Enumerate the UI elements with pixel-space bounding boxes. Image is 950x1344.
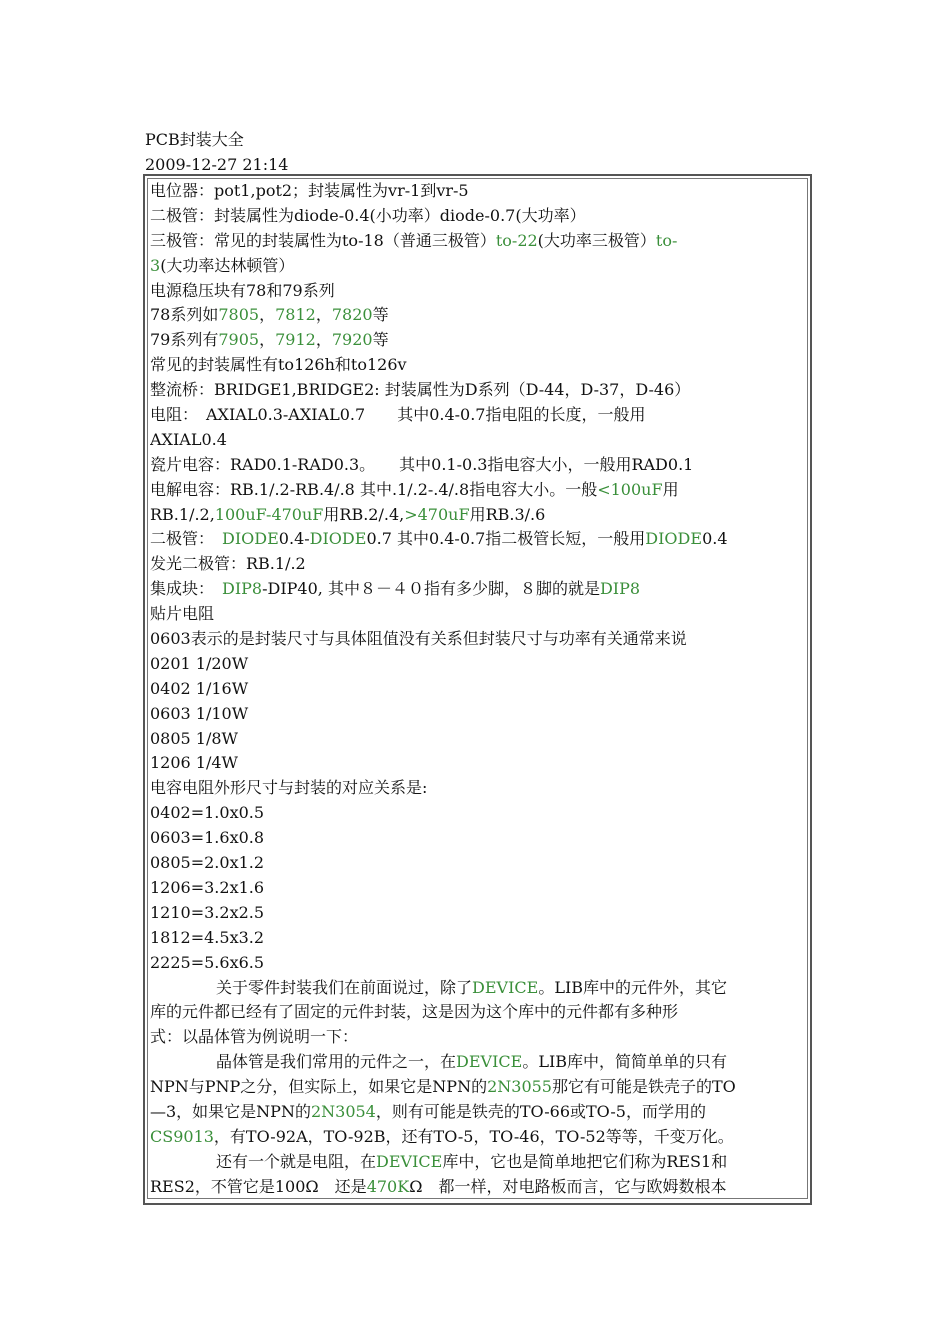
- text-segment: 式：以晶体管为例说明一下：: [150, 1027, 359, 1047]
- text-segment: —3，如果它是NPN的: [150, 1101, 311, 1121]
- highlighted-term[interactable]: 7905: [218, 330, 260, 350]
- text-line: [150, 1175, 805, 1199]
- text-segment: 0603 1/10W: [150, 703, 249, 723]
- text-segment: 库的元件都已经有了固定的元件封装，这是因为这个库中的元件都有多种形: [150, 1002, 679, 1022]
- text-segment: 78系列如: [150, 305, 219, 325]
- text-line: [150, 229, 805, 254]
- text-line: [150, 279, 805, 304]
- text-line: [150, 727, 805, 752]
- text-segment: 三极管：常见的封装属性为to-18（普通三极管）: [150, 230, 496, 250]
- text-line: [150, 976, 805, 1001]
- highlighted-term[interactable]: DEVICE: [472, 977, 539, 997]
- text-segment: 还有一个就是电阻，在: [216, 1151, 377, 1171]
- highlighted-term[interactable]: DIP8: [599, 579, 641, 599]
- text-line: [150, 1150, 805, 1175]
- text-line: [150, 552, 805, 577]
- text-line: [150, 1050, 805, 1075]
- text-segment: RB.1/.2,: [150, 504, 215, 524]
- text-segment: 。LIB库中，简简单单的只有: [522, 1052, 728, 1072]
- text-line: [150, 328, 805, 353]
- highlighted-term[interactable]: 7820: [331, 305, 373, 325]
- text-line: [150, 527, 805, 552]
- text-line: [150, 776, 805, 801]
- text-segment: 电阻： AXIAL0.3-AXIAL0.7 其中0.4-0.7指电阻的长度，一般用: [150, 405, 646, 425]
- text-segment: 关于零件封装我们在前面说过，除了: [216, 977, 473, 997]
- highlighted-term[interactable]: DIODE: [645, 529, 703, 549]
- text-segment: 用RB.2/.4,: [323, 504, 405, 524]
- text-segment: ，则有可能是铁壳的TO-66或TO-5，而学用的: [375, 1101, 706, 1121]
- text-segment: 库中，它也是简单地把它们称为RES1和: [442, 1151, 728, 1171]
- text-segment: 贴片电阻: [150, 604, 215, 624]
- text-segment: 常见的封装属性有to126h和to126v: [150, 355, 407, 375]
- text-segment: 79系列有: [150, 330, 219, 350]
- text-segment: 0402 1/16W: [150, 678, 249, 698]
- text-segment: ，: [259, 330, 276, 350]
- highlighted-term[interactable]: <100uF: [597, 479, 663, 499]
- highlighted-term[interactable]: 2N3055: [487, 1077, 552, 1097]
- text-line: [150, 179, 805, 204]
- content-table: [143, 174, 812, 1205]
- highlighted-term[interactable]: 100uF-470uF: [214, 504, 324, 524]
- text-segment: 用: [662, 479, 679, 499]
- text-line: [150, 801, 805, 826]
- text-line: [150, 204, 805, 229]
- text-segment: 0603=1.6x0.8: [150, 828, 265, 848]
- text-segment: 0805 1/8W: [150, 728, 238, 748]
- text-line: [150, 926, 805, 951]
- text-line: [150, 677, 805, 702]
- text-segment: RES2，不管它是100Ω 还是: [150, 1176, 367, 1196]
- text-segment: ，: [315, 305, 332, 325]
- text-line: [150, 453, 805, 478]
- text-line: [150, 702, 805, 727]
- highlighted-term[interactable]: DEVICE: [456, 1052, 523, 1072]
- text-line: [150, 751, 805, 776]
- text-segment: 电容电阻外形尺寸与封装的对应关系是:: [150, 778, 428, 798]
- text-segment: ，: [259, 305, 276, 325]
- text-segment: ，: [315, 330, 332, 350]
- text-segment: AXIAL0.4: [150, 429, 227, 449]
- highlighted-term[interactable]: 3: [150, 255, 161, 275]
- text-segment: (大功率达林顿管）: [160, 255, 295, 275]
- text-segment: 0.7 其中0.4-0.7指二极管长短，一般用: [366, 529, 646, 549]
- highlighted-term[interactable]: 470K: [366, 1176, 410, 1196]
- text-line: [150, 353, 805, 378]
- highlighted-term[interactable]: 7805: [218, 305, 260, 325]
- text-line: [150, 876, 805, 901]
- highlighted-term[interactable]: DIODE: [222, 529, 279, 549]
- text-segment: 0805=2.0x1.2: [150, 853, 265, 873]
- document-title: PCB封装大全: [145, 130, 244, 149]
- text-segment: Ω 都一样，对电路板而言，它与欧姆数根本: [409, 1176, 727, 1196]
- text-line: [150, 826, 805, 851]
- text-line: [150, 1125, 805, 1150]
- text-line: [150, 602, 805, 627]
- text-segment: 0.4: [702, 529, 728, 549]
- text-segment: 1206 1/4W: [150, 753, 238, 773]
- text-line: [150, 1075, 805, 1100]
- text-line: [150, 627, 805, 652]
- text-segment: 整流桥：BRIDGE1,BRIDGE2: 封装属性为D系列（D-44，D-37，D-46）: [150, 380, 691, 400]
- text-line: [150, 901, 805, 926]
- text-segment: 1210=3.2x2.5: [150, 902, 265, 922]
- text-segment: 0402=1.0x0.5: [150, 803, 265, 823]
- text-segment: 1206=3.2x1.6: [150, 877, 265, 897]
- highlighted-term[interactable]: >470uF: [404, 504, 470, 524]
- text-segment: 用RB.3/.6: [469, 504, 546, 524]
- text-segment: 二极管：封装属性为diode-0.4(小功率）diode-0.7(大功率）: [150, 205, 586, 225]
- text-line: [150, 478, 805, 503]
- text-segment: (大功率三极管）: [537, 230, 656, 250]
- text-segment: 0603表示的是封装尺寸与具体阻值没有关系但封装尺寸与功率有关通常来说: [150, 629, 687, 649]
- highlighted-term[interactable]: DIP8: [222, 579, 263, 599]
- text-line: [150, 851, 805, 876]
- highlighted-term[interactable]: 2N3054: [310, 1101, 376, 1121]
- text-segment: 瓷片电容：RAD0.1-RAD0.3。 其中0.1-0.3指电容大小，一般用RAD0.1: [150, 454, 694, 474]
- document-datetime: 2009-12-27 21:14: [145, 154, 289, 174]
- text-line: [150, 403, 805, 428]
- text-segment: 那它有可能是铁壳子的TO: [551, 1077, 736, 1097]
- highlighted-term[interactable]: to-: [655, 230, 678, 250]
- text-line: [150, 254, 805, 279]
- text-segment: 0201 1/20W: [150, 653, 249, 673]
- text-segment: 1812=4.5x3.2: [150, 927, 265, 947]
- text-segment: -DIP40, 其中８－４０指有多少脚，８脚的就是: [262, 579, 600, 599]
- content-cell: [147, 178, 808, 1199]
- text-segment: 电解电容：RB.1/.2-RB.4/.8 其中.1/.2-.4/.8指电容大小。一般: [150, 479, 598, 499]
- content-body: [150, 179, 805, 1199]
- text-line: [150, 652, 805, 677]
- text-line: [150, 378, 805, 403]
- text-line: [150, 1000, 805, 1025]
- text-segment: 电源稳压块有78和79系列: [150, 280, 335, 300]
- text-segment: 集成块：: [150, 579, 223, 599]
- highlighted-term[interactable]: to-22: [495, 230, 538, 250]
- text-segment: 0.4-: [278, 529, 310, 549]
- highlighted-term[interactable]: 7920: [331, 330, 373, 350]
- text-line: [150, 503, 805, 528]
- text-line: [150, 303, 805, 328]
- highlighted-term[interactable]: 7812: [275, 305, 316, 325]
- text-segment: 二极管：: [150, 529, 223, 549]
- text-segment: 晶体管是我们常用的元件之一，在: [216, 1052, 457, 1072]
- text-line: [150, 577, 805, 602]
- text-segment: 等: [372, 330, 389, 350]
- text-line: [150, 951, 805, 976]
- highlighted-term[interactable]: DEVICE: [376, 1151, 443, 1171]
- document-header: [145, 128, 288, 177]
- text-line: [150, 1100, 805, 1125]
- text-segment: 电位器：pot1,pot2；封装属性为vr-1到vr-5: [150, 181, 469, 200]
- text-line: [150, 428, 805, 453]
- highlighted-term[interactable]: 7912: [275, 330, 316, 350]
- text-segment: 。LIB库中的元件外，其它: [538, 977, 728, 997]
- text-segment: 等: [372, 305, 389, 325]
- highlighted-term[interactable]: CS9013: [150, 1126, 214, 1146]
- text-segment: ，有TO-92A，TO-92B，还有TO-5，TO-46，TO-52等等，千变万化。: [213, 1126, 734, 1146]
- text-line: [150, 1025, 805, 1050]
- text-segment: 发光二极管：RB.1/.2: [150, 554, 306, 574]
- highlighted-term[interactable]: DIODE: [309, 529, 367, 549]
- text-segment: 2225=5.6x6.5: [150, 952, 265, 972]
- text-segment: NPN与PNP之分，但实际上，如果它是NPN的: [150, 1077, 488, 1097]
